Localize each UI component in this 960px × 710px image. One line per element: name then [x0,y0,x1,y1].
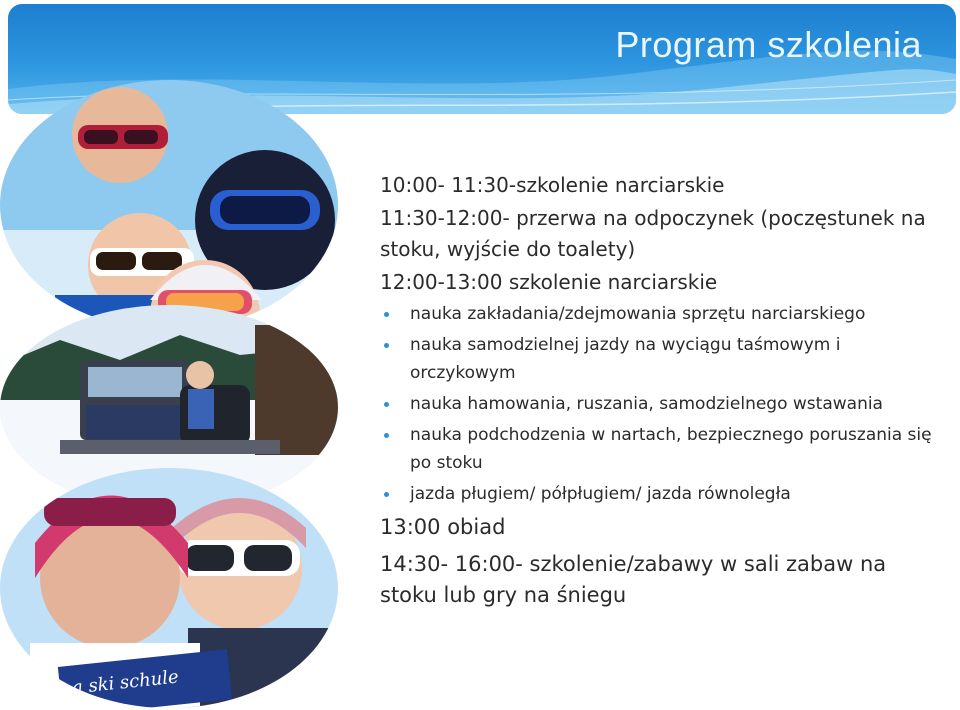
photo-children-goggles [0,80,338,330]
schedule-item-3: 12:00-13:00 szkolenie narciarskie [380,270,718,294]
photo-child-mother [0,468,338,708]
schedule-item-2: 11:30-12:00- przerwa na odpoczynek (poczęstunek na stoku, wyjście do toalety) [380,206,926,261]
bullet-item: jazda pługiem/ półpługiem/ jazda równoległa [380,480,940,508]
schedule-item-5: 14:30- 16:00- szkolenie/zabawy w sali zabaw na stoku lub gry na śniegu [380,552,887,607]
page-title: Program szkolenia [615,24,922,65]
schedule-item-4: 13:00 obiad [380,515,506,539]
bullet-item: nauka zakładania/zdejmowania sprzętu narciarskiego [380,300,940,328]
bullet-item: nauka hamowania, ruszania, samodzielnego wstawania [380,390,940,418]
schedule-content [380,170,940,611]
bullet-item: nauka podchodzenia w nartach, bezpiecznego poruszania się po stoku [380,421,940,477]
schedule-item-1: 10:00- 11:30-szkolenie narciarskie [380,173,725,197]
bullet-item: nauka samodzielnej jazdy na wyciągu taśmowym i orczykowym [380,331,940,387]
ski-school-sign-text: a ski schule [71,666,180,699]
training-bullet-list [380,300,940,508]
